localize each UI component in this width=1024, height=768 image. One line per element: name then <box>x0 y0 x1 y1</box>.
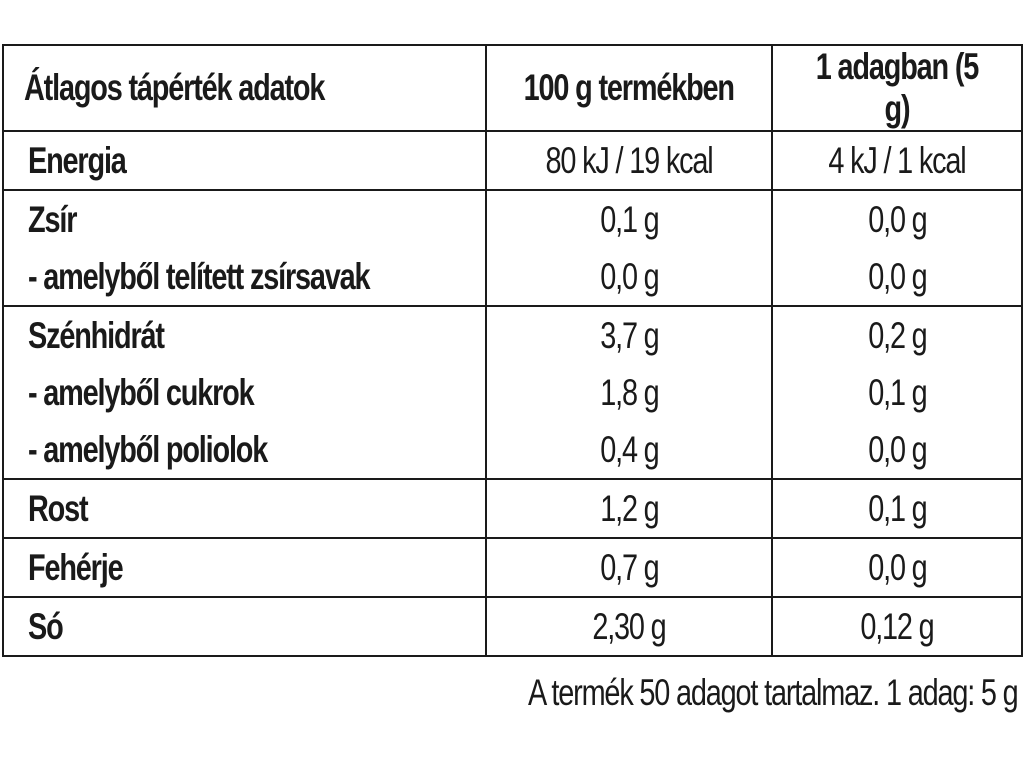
value-per-serving-cell <box>772 538 1022 597</box>
value-per-serving: 0,0 g <box>867 428 927 470</box>
nutrition-table <box>2 44 1023 657</box>
nutrient-label-cell <box>3 597 486 656</box>
nutrient-label: Fehérje <box>28 546 123 588</box>
value-per-serving-cell <box>772 306 1022 479</box>
value-per-100g: 0,0 g <box>599 255 659 297</box>
value-per-100g-cell <box>486 131 772 190</box>
value-per-serving-cell <box>772 190 1022 306</box>
value-per-100g: 3,7 g <box>599 314 659 356</box>
header-per-100g: 100 g termékben <box>486 45 772 131</box>
value-per-serving: 4 kJ / 1 kcal <box>828 139 966 181</box>
nutrient-label: Energia <box>28 139 126 181</box>
nutrient-label: Zsír <box>28 198 77 240</box>
value-per-100g: 80 kJ / 19 kcal <box>545 139 713 181</box>
table-row <box>3 538 1022 597</box>
nutrient-label: - amelyből cukrok <box>28 371 254 413</box>
value-per-serving: 0,2 g <box>867 314 927 356</box>
value-per-100g: 0,1 g <box>599 198 659 240</box>
nutrient-label: Rost <box>28 487 88 529</box>
nutrient-label: - amelyből poliolok <box>28 428 268 470</box>
table-row <box>3 306 1022 479</box>
nutrient-label-cell <box>3 131 486 190</box>
nutrient-label: Szénhidrát <box>28 314 164 356</box>
value-per-100g: 0,7 g <box>599 546 659 588</box>
nutrient-label-cell <box>3 479 486 538</box>
value-per-serving-cell <box>772 479 1022 538</box>
value-per-100g: 0,4 g <box>599 428 659 470</box>
value-per-serving: 0,12 g <box>860 605 934 647</box>
nutrient-label-cell <box>3 190 486 306</box>
table-row <box>3 131 1022 190</box>
value-per-serving-cell <box>772 597 1022 656</box>
serving-footnote: A termék 50 adagot tartalmaz. 1 adag: 5 g <box>528 672 1018 713</box>
table-row <box>3 479 1022 538</box>
header-nutrient: Átlagos tápérték adatok <box>3 45 486 131</box>
value-per-serving: 0,1 g <box>867 487 927 529</box>
value-per-100g-cell <box>486 190 772 306</box>
header-per-serving: 1 adagban (5 g) <box>772 45 1022 131</box>
value-per-100g-cell <box>486 306 772 479</box>
table-row <box>3 597 1022 656</box>
value-per-serving: 0,0 g <box>867 198 927 240</box>
nutrition-table-container <box>2 44 1021 657</box>
value-per-100g-cell <box>486 538 772 597</box>
nutrient-label: Só <box>28 605 63 647</box>
table-header-row <box>3 45 1022 131</box>
value-per-100g-cell <box>486 597 772 656</box>
value-per-100g: 1,2 g <box>599 487 659 529</box>
nutrient-label-cell <box>3 306 486 479</box>
value-per-serving: 0,1 g <box>867 371 927 413</box>
value-per-100g: 2,30 g <box>592 605 666 647</box>
table-row <box>3 190 1022 306</box>
nutrient-label-cell <box>3 538 486 597</box>
value-per-100g-cell <box>486 479 772 538</box>
value-per-100g: 1,8 g <box>599 371 659 413</box>
value-per-serving: 0,0 g <box>867 546 927 588</box>
value-per-serving: 0,0 g <box>867 255 927 297</box>
value-per-serving-cell <box>772 131 1022 190</box>
nutrient-label: - amelyből telített zsírsavak <box>28 255 370 297</box>
